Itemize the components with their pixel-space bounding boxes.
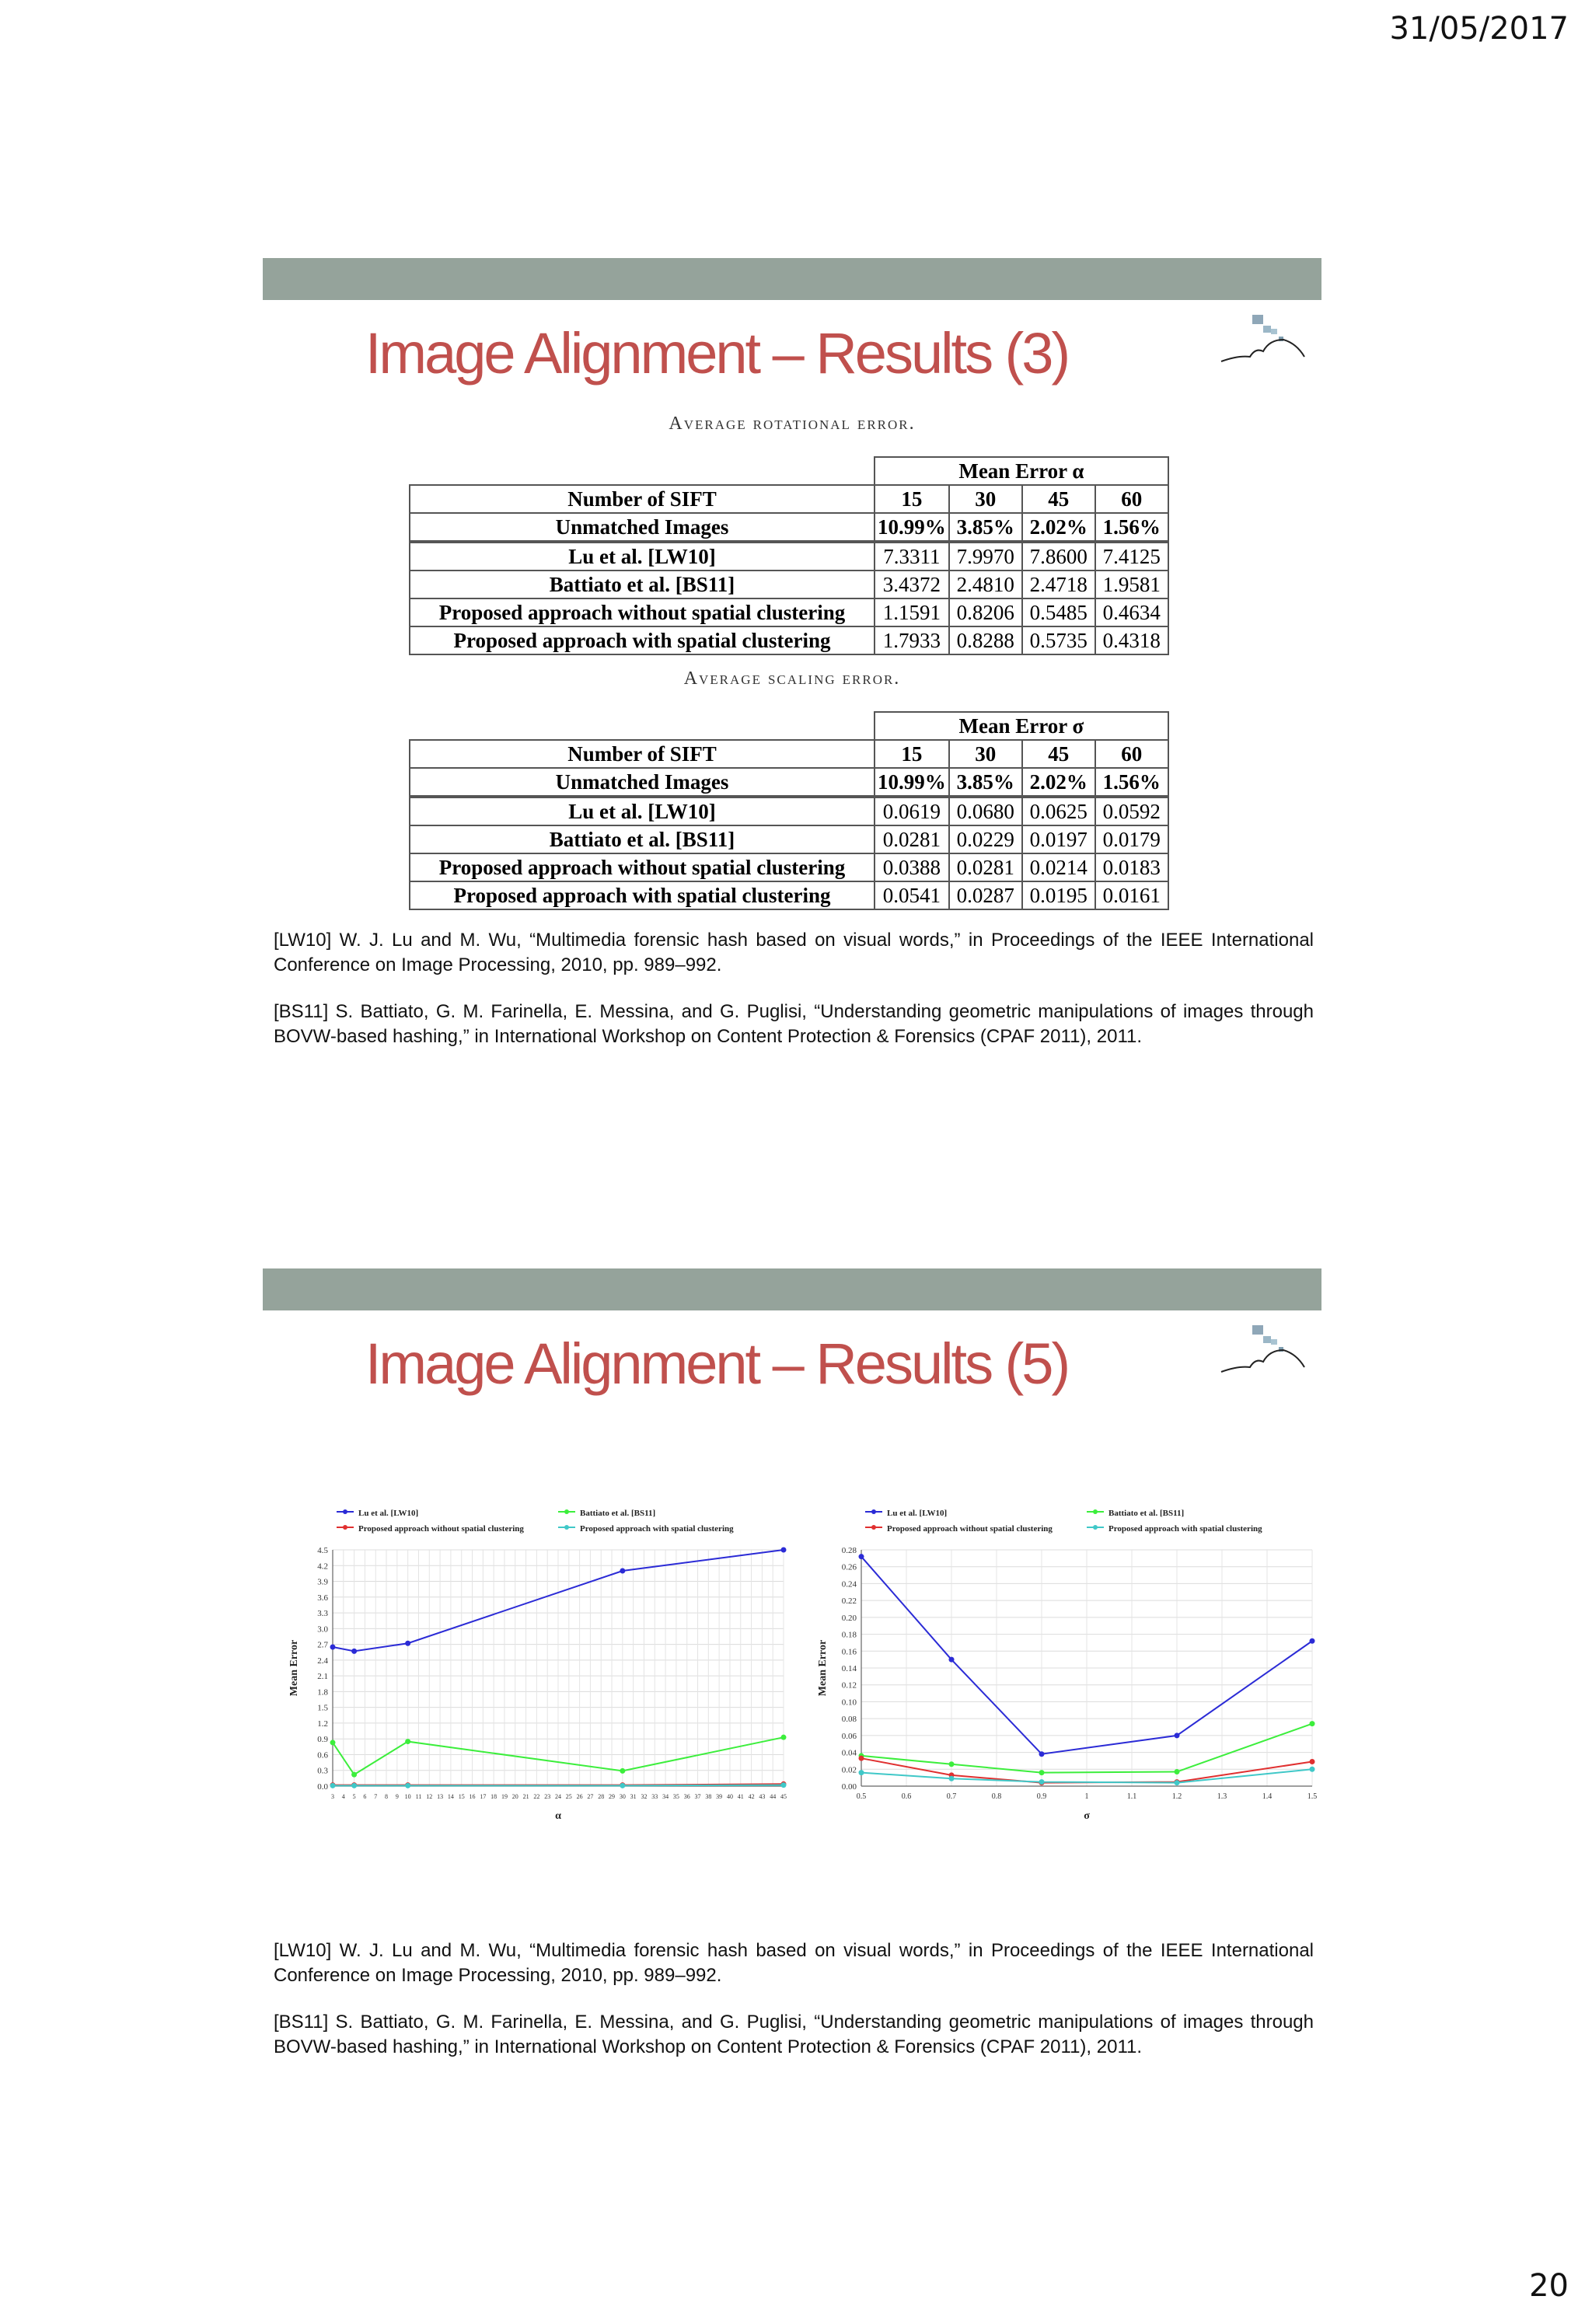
data-point bbox=[781, 1548, 787, 1553]
row-label: Number of SIFT bbox=[410, 740, 875, 768]
row-label: Unmatched Images bbox=[410, 513, 875, 542]
y-tick-label: 2.4 bbox=[317, 1656, 328, 1666]
table-cell: 3.85% bbox=[949, 513, 1022, 542]
y-tick-label: 0.16 bbox=[841, 1647, 857, 1657]
y-tick-label: 2.7 bbox=[317, 1640, 328, 1650]
data-point bbox=[1039, 1779, 1045, 1785]
table-cell: 7.3311 bbox=[875, 542, 949, 571]
table-cell: 0.0625 bbox=[1022, 797, 1095, 825]
x-tick-label: 11 bbox=[415, 1793, 422, 1800]
scaling-error-table bbox=[409, 711, 1169, 910]
table-group-header-row bbox=[410, 457, 1168, 485]
table-cell: 7.8600 bbox=[1022, 542, 1095, 571]
x-tick-label: 38 bbox=[705, 1793, 712, 1800]
legend-label: Battiato et al. [BS11] bbox=[580, 1509, 656, 1518]
x-tick-label: 12 bbox=[426, 1793, 433, 1800]
table-header-row bbox=[410, 740, 1168, 768]
table-cell: 0.0197 bbox=[1022, 825, 1095, 853]
data-point bbox=[949, 1761, 955, 1767]
x-tick-label: 35 bbox=[672, 1793, 679, 1800]
x-tick-label: 41 bbox=[737, 1793, 744, 1800]
table-cell: 0.0214 bbox=[1022, 853, 1095, 881]
y-tick-label: 0.02 bbox=[841, 1765, 857, 1775]
legend-label: Proposed approach without spatial clustering bbox=[358, 1524, 524, 1534]
slide-header-bar bbox=[263, 258, 1321, 300]
x-axis-label: α bbox=[555, 1810, 561, 1822]
x-tick-label: 34 bbox=[662, 1793, 669, 1800]
y-tick-label: 0.22 bbox=[841, 1596, 857, 1607]
table-cell: 0.0287 bbox=[949, 881, 1022, 909]
table-cell: 0.8288 bbox=[949, 626, 1022, 654]
x-tick-label: 21 bbox=[522, 1793, 529, 1800]
x-tick-label: 44 bbox=[770, 1793, 777, 1800]
y-tick-label: 0.26 bbox=[841, 1562, 857, 1572]
table-header-row bbox=[410, 485, 1168, 513]
table-cell: 0.0281 bbox=[949, 853, 1022, 881]
table-cell: 1.9581 bbox=[1095, 571, 1168, 598]
x-tick-label: 4 bbox=[341, 1793, 345, 1800]
x-tick-label: 24 bbox=[555, 1793, 561, 1800]
x-tick-label: 29 bbox=[609, 1793, 616, 1800]
x-tick-label: 31 bbox=[630, 1793, 637, 1800]
data-point bbox=[330, 1783, 336, 1788]
y-tick-label: 4.5 bbox=[317, 1546, 328, 1555]
chart-alpha-error bbox=[278, 1492, 807, 1834]
row-label: Proposed approach without spatial clustering bbox=[410, 598, 875, 626]
table-cell: 0.0281 bbox=[875, 825, 949, 853]
data-point bbox=[351, 1649, 357, 1654]
legend-marker bbox=[1093, 1509, 1098, 1514]
x-tick-label: 7 bbox=[374, 1793, 378, 1800]
data-point bbox=[620, 1768, 625, 1774]
data-point bbox=[949, 1776, 955, 1781]
data-point bbox=[859, 1770, 864, 1775]
y-tick-label: 0.3 bbox=[317, 1766, 328, 1776]
y-tick-label: 0.06 bbox=[841, 1731, 857, 1741]
y-tick-label: 0.9 bbox=[317, 1735, 328, 1745]
y-tick-label: 0.08 bbox=[841, 1715, 857, 1725]
table-row bbox=[410, 797, 1168, 825]
reference-bs11: [BS11] S. Battiato, G. M. Farinella, E. Messina, and G. Puglisi, “Understanding geometric manipulations of images through BOVW-based hashing,” in International Workshop on Content Protection & Forensics (CPAF 2011), 2011. bbox=[274, 2012, 1314, 2057]
x-tick-label: 3 bbox=[331, 1793, 334, 1800]
table-cell: 15 bbox=[875, 740, 949, 768]
y-tick-label: 1.5 bbox=[317, 1703, 328, 1713]
table-cell: 0.0229 bbox=[949, 825, 1022, 853]
data-point bbox=[949, 1657, 955, 1663]
legend-entry bbox=[558, 1524, 734, 1534]
x-tick-label: 43 bbox=[759, 1793, 766, 1800]
table-row bbox=[410, 542, 1168, 571]
table-cell: 1.7933 bbox=[875, 626, 949, 654]
x-tick-label: 19 bbox=[501, 1793, 508, 1800]
group-header: Mean Error α bbox=[875, 457, 1168, 485]
x-tick-label: 42 bbox=[748, 1793, 755, 1800]
y-tick-label: 3.6 bbox=[317, 1593, 328, 1603]
legend-entry bbox=[337, 1524, 524, 1534]
data-point bbox=[330, 1740, 336, 1745]
table-cell: 0.0592 bbox=[1095, 797, 1168, 825]
table-cell: 0.0680 bbox=[949, 797, 1022, 825]
legend-label: Proposed approach without spatial clustering bbox=[887, 1524, 1053, 1534]
legend-marker bbox=[564, 1509, 569, 1514]
data-point bbox=[1175, 1780, 1180, 1785]
y-tick-label: 1.8 bbox=[317, 1687, 328, 1698]
table-group-header-row bbox=[410, 712, 1168, 740]
data-point bbox=[405, 1783, 410, 1788]
table-cell: 0.0179 bbox=[1095, 825, 1168, 853]
table-cell: 7.9970 bbox=[949, 542, 1022, 571]
table-row bbox=[410, 626, 1168, 654]
table-row bbox=[410, 881, 1168, 909]
x-tick-label: 8 bbox=[385, 1793, 389, 1800]
x-tick-label: 37 bbox=[694, 1793, 701, 1800]
table-cell: 0.0195 bbox=[1022, 881, 1095, 909]
slide-header-bar bbox=[263, 1268, 1321, 1310]
row-label: Battiato et al. [BS11] bbox=[410, 825, 875, 853]
table-cell: 0.5735 bbox=[1022, 626, 1095, 654]
series-line bbox=[333, 1785, 784, 1786]
y-tick-label: 0.28 bbox=[841, 1546, 857, 1555]
legend-marker bbox=[871, 1509, 876, 1514]
table-cell: 2.4810 bbox=[949, 571, 1022, 598]
x-tick-label: 6 bbox=[363, 1793, 367, 1800]
x-tick-label: 13 bbox=[437, 1793, 444, 1800]
x-tick-label: 30 bbox=[619, 1793, 626, 1800]
x-tick-label: 45 bbox=[780, 1793, 787, 1800]
table-row bbox=[410, 768, 1168, 797]
table-cell: 0.0388 bbox=[875, 853, 949, 881]
legend-entry bbox=[865, 1509, 947, 1518]
logo-icon bbox=[1215, 1319, 1308, 1381]
table-cell: 1.56% bbox=[1095, 768, 1168, 797]
logo-icon bbox=[1215, 309, 1308, 371]
table-cell: 10.99% bbox=[875, 513, 949, 542]
legend-entry bbox=[1087, 1524, 1262, 1534]
table-row bbox=[410, 571, 1168, 598]
chart-sigma-error bbox=[807, 1492, 1335, 1834]
data-point bbox=[1039, 1751, 1045, 1757]
table-cell: 7.4125 bbox=[1095, 542, 1168, 571]
data-point bbox=[351, 1783, 357, 1788]
y-tick-label: 0.20 bbox=[841, 1613, 857, 1623]
data-point bbox=[1310, 1638, 1315, 1644]
x-tick-label: 1.2 bbox=[1171, 1792, 1182, 1801]
date-stamp: 31/05/2017 bbox=[1389, 11, 1569, 47]
table-cell: 2.02% bbox=[1022, 513, 1095, 542]
x-tick-label: 0.7 bbox=[946, 1792, 957, 1801]
x-tick-label: 1.1 bbox=[1126, 1792, 1137, 1801]
data-point bbox=[781, 1735, 787, 1740]
data-point bbox=[1175, 1769, 1180, 1774]
x-tick-label: 1 bbox=[1084, 1792, 1089, 1801]
slide-results-5 bbox=[263, 1268, 1321, 2057]
table-cell: 0.4634 bbox=[1095, 598, 1168, 626]
table-cell: 30 bbox=[949, 485, 1022, 513]
row-label: Proposed approach with spatial clustering bbox=[410, 881, 875, 909]
table-cell: 45 bbox=[1022, 740, 1095, 768]
x-tick-label: 15 bbox=[458, 1793, 465, 1800]
y-tick-label: 0.04 bbox=[841, 1748, 857, 1758]
x-tick-label: 40 bbox=[726, 1793, 733, 1800]
table-cell: 0.0161 bbox=[1095, 881, 1168, 909]
reference-lw10: [LW10] W. J. Lu and M. Wu, “Multimedia forensic hash based on visual words,” in Proceedings of the IEEE International Conference on Image Processing, 2010, pp. 989–992. bbox=[274, 1940, 1314, 1986]
y-tick-label: 0.00 bbox=[841, 1782, 857, 1792]
reference-lw10: [LW10] W. J. Lu and M. Wu, “Multimedia forensic hash based on visual words,” in Proceedings of the IEEE International Conference on Image Processing, 2010, pp. 989–992. bbox=[274, 930, 1314, 975]
table-row bbox=[410, 853, 1168, 881]
data-point bbox=[351, 1772, 357, 1778]
x-axis-label: σ bbox=[1084, 1810, 1090, 1822]
table-row bbox=[410, 598, 1168, 626]
data-point bbox=[1310, 1767, 1315, 1772]
table-cell: 0.4318 bbox=[1095, 626, 1168, 654]
page-number: 20 bbox=[1529, 2268, 1569, 2304]
x-tick-label: 0.8 bbox=[991, 1792, 1002, 1801]
data-point bbox=[405, 1641, 410, 1646]
x-tick-label: 16 bbox=[469, 1793, 476, 1800]
x-tick-label: 0.9 bbox=[1036, 1792, 1047, 1801]
y-tick-label: 0.24 bbox=[841, 1579, 857, 1589]
data-point bbox=[1310, 1759, 1315, 1764]
legend-entry bbox=[1087, 1509, 1184, 1518]
table-cell: 0.8206 bbox=[949, 598, 1022, 626]
rotational-error-table bbox=[409, 456, 1169, 655]
x-tick-label: 26 bbox=[576, 1793, 583, 1800]
legend-marker bbox=[564, 1525, 569, 1530]
legend-marker bbox=[343, 1509, 347, 1514]
y-tick-label: 3.3 bbox=[317, 1609, 328, 1619]
y-tick-label: 4.2 bbox=[317, 1562, 328, 1572]
table-caption-rotational: Average rotational error. bbox=[669, 414, 916, 434]
legend-label: Proposed approach with spatial clustering bbox=[1108, 1524, 1262, 1534]
table-cell: 3.85% bbox=[949, 768, 1022, 797]
x-tick-label: 18 bbox=[491, 1793, 498, 1800]
y-tick-label: 1.2 bbox=[317, 1719, 328, 1729]
row-label: Proposed approach with spatial clustering bbox=[410, 626, 875, 654]
table-cell: 2.4718 bbox=[1022, 571, 1095, 598]
table-row bbox=[410, 513, 1168, 542]
data-point bbox=[1310, 1721, 1315, 1726]
slide-results-3 bbox=[263, 258, 1321, 1047]
x-tick-label: 32 bbox=[641, 1793, 648, 1800]
x-tick-label: 33 bbox=[651, 1793, 658, 1800]
table-cell: 15 bbox=[875, 485, 949, 513]
legend-entry bbox=[558, 1509, 655, 1518]
legend-label: Lu et al. [LW10] bbox=[887, 1509, 948, 1518]
table-cell: 45 bbox=[1022, 485, 1095, 513]
slide-title: Image Alignment – Results (3) bbox=[365, 321, 1069, 386]
x-tick-label: 23 bbox=[544, 1793, 551, 1800]
y-tick-label: 3.0 bbox=[317, 1624, 328, 1635]
x-tick-label: 1.5 bbox=[1307, 1792, 1318, 1801]
table-cell: 1.56% bbox=[1095, 513, 1168, 542]
data-point bbox=[620, 1569, 625, 1574]
y-tick-label: 0.14 bbox=[841, 1664, 857, 1673]
row-label: Lu et al. [LW10] bbox=[410, 542, 875, 571]
row-label: Number of SIFT bbox=[410, 485, 875, 513]
row-label: Lu et al. [LW10] bbox=[410, 797, 875, 825]
table-caption-scaling: Average scaling error. bbox=[683, 668, 901, 689]
table-row bbox=[410, 825, 1168, 853]
table-cell: 0.5485 bbox=[1022, 598, 1095, 626]
data-point bbox=[859, 1756, 864, 1761]
table-cell: 0.0619 bbox=[875, 797, 949, 825]
data-point bbox=[330, 1644, 336, 1649]
table-cell: 60 bbox=[1095, 485, 1168, 513]
data-point bbox=[859, 1554, 864, 1559]
table-cell: 0.0183 bbox=[1095, 853, 1168, 881]
data-point bbox=[620, 1783, 625, 1788]
x-tick-label: 28 bbox=[598, 1793, 605, 1800]
table-cell: 3.4372 bbox=[875, 571, 949, 598]
y-tick-label: 0.12 bbox=[841, 1680, 857, 1691]
x-tick-label: 0.6 bbox=[901, 1792, 912, 1801]
x-tick-label: 5 bbox=[352, 1793, 356, 1800]
x-tick-label: 1.3 bbox=[1217, 1792, 1227, 1801]
table-cell: 0.0541 bbox=[875, 881, 949, 909]
y-tick-label: 2.1 bbox=[317, 1672, 328, 1682]
x-tick-label: 17 bbox=[480, 1793, 487, 1800]
data-point bbox=[1175, 1733, 1180, 1738]
legend-label: Proposed approach with spatial clustering bbox=[580, 1524, 734, 1534]
table-cell: 2.02% bbox=[1022, 768, 1095, 797]
legend-label: Battiato et al. [BS11] bbox=[1108, 1509, 1185, 1518]
table-cell: 1.1591 bbox=[875, 598, 949, 626]
y-tick-label: 0.10 bbox=[841, 1698, 857, 1708]
legend-entry bbox=[337, 1509, 418, 1518]
x-tick-label: 14 bbox=[447, 1793, 454, 1800]
legend-marker bbox=[871, 1525, 876, 1530]
y-tick-label: 3.9 bbox=[317, 1577, 328, 1587]
reference-bs11: [BS11] S. Battiato, G. M. Farinella, E. Messina, and G. Puglisi, “Understanding geometric manipulations of images through BOVW-based hashing,” in International Workshop on Content Protection & Forensics (CPAF 2011), 2011. bbox=[274, 1001, 1314, 1047]
group-header: Mean Error σ bbox=[875, 712, 1168, 740]
table-cell: 10.99% bbox=[875, 768, 949, 797]
row-label: Battiato et al. [BS11] bbox=[410, 571, 875, 598]
data-point bbox=[781, 1782, 787, 1788]
y-tick-label: 0.18 bbox=[841, 1630, 857, 1640]
row-label: Unmatched Images bbox=[410, 768, 875, 797]
legend-marker bbox=[1093, 1525, 1098, 1530]
x-tick-label: 9 bbox=[395, 1793, 399, 1800]
y-tick-label: 0.0 bbox=[317, 1782, 328, 1792]
y-axis-label: Mean Error bbox=[288, 1639, 300, 1697]
x-tick-label: 36 bbox=[683, 1793, 690, 1800]
x-tick-label: 25 bbox=[565, 1793, 572, 1800]
x-tick-label: 0.5 bbox=[856, 1792, 867, 1801]
data-point bbox=[405, 1739, 410, 1744]
legend-label: Lu et al. [LW10] bbox=[358, 1509, 419, 1518]
y-tick-label: 0.6 bbox=[317, 1750, 328, 1760]
x-tick-label: 39 bbox=[716, 1793, 723, 1800]
data-point bbox=[1039, 1770, 1045, 1775]
x-tick-label: 22 bbox=[533, 1793, 540, 1800]
x-tick-label: 20 bbox=[511, 1793, 518, 1800]
x-tick-label: 27 bbox=[587, 1793, 594, 1800]
table-cell: 30 bbox=[949, 740, 1022, 768]
legend-entry bbox=[865, 1524, 1053, 1534]
x-tick-label: 10 bbox=[404, 1793, 411, 1800]
legend-marker bbox=[343, 1525, 347, 1530]
row-label: Proposed approach without spatial clustering bbox=[410, 853, 875, 881]
table-cell: 60 bbox=[1095, 740, 1168, 768]
slide-title: Image Alignment – Results (5) bbox=[365, 1331, 1069, 1396]
y-axis-label: Mean Error bbox=[817, 1639, 829, 1697]
x-tick-label: 1.4 bbox=[1262, 1792, 1273, 1801]
